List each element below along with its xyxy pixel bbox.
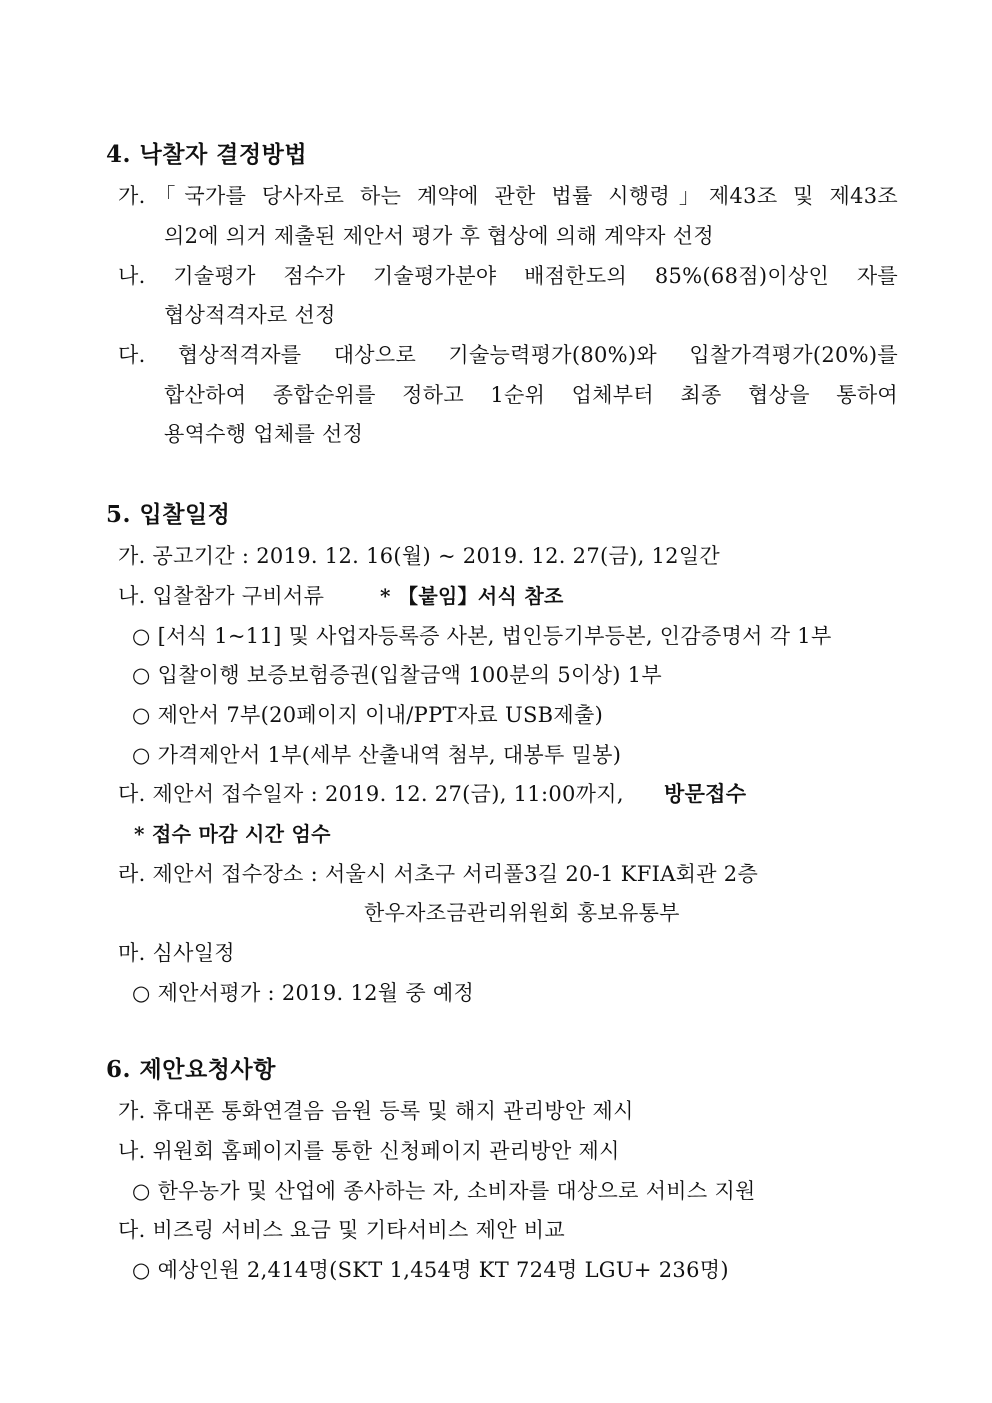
bullet-item: ○ 제안서평가 : 2019. 12월 중 예정 [132,981,475,1005]
bullet-item: ○ 가격제안서 1부(세부 산출내역 첨부, 대봉투 밀봉) [132,743,622,767]
list-item: 가. 휴대폰 통화연결음 음원 등록 및 해지 관리방안 제시 [118,1099,634,1123]
list-item: 라. 제안서 접수장소 : 서울시 서초구 서리풀3길 20-1 KFIA회관 2층 [118,862,759,886]
list-item: 가.「국가를 당사자로 하는 계약에 관한 법률 시행령」제43조 및 제43조 [118,184,898,208]
bullet-item: ○ 제안서 7부(20페이지 이내/PPT자료 USB제출) [132,703,604,727]
list-item-continuation: 합산하여 종합순위를 정하고 1순위 업체부터 최종 협상을 통하여 [164,383,898,407]
list-item: 다. 제안서 접수일자 : 2019. 12. 27(금), 11:00까지, [118,782,624,806]
bullet-item: ○ 예상인원 2,414명(SKT 1,454명 KT 724명 LGU+ 236명) [132,1258,729,1282]
visit-submission-label: 방문접수 [664,781,747,806]
section-heading: 6. 제안요청사항 [106,1056,276,1083]
list-item: 나. 위원회 홈페이지를 통한 신청페이지 관리방안 제시 [118,1139,620,1163]
bullet-item: ○ [서식 1~11] 및 사업자등록증 사본, 법인등기부등본, 인감증명서 각 1부 [132,624,832,648]
list-item: 다. 비즈링 서비스 요금 및 기타서비스 제안 비교 [118,1218,565,1242]
list-item-continuation: 한우자조금관리위원회 홍보유통부 [364,901,680,925]
bullet-item: ○ 입찰이행 보증보험증권(입찰금액 100분의 5이상) 1부 [132,663,662,687]
section-heading: 4. 낙찰자 결정방법 [106,141,308,168]
deadline-note: * 접수 마감 시간 엄수 [134,822,331,846]
list-item: 가. 공고기간 : 2019. 12. 16(월) ~ 2019. 12. 27(금), 12일간 [118,544,721,568]
list-item: 마. 심사일정 [118,941,235,965]
bullet-item: ○ 한우농가 및 산업에 종사하는 자, 소비자를 대상으로 서비스 지원 [132,1179,756,1203]
list-item-continuation: 의2에 의거 제출된 제안서 평가 후 협상에 의해 계약자 선정 [164,224,714,248]
list-item-continuation: 협상적격자로 선정 [164,303,336,327]
list-item: 다. 협상적격자를 대상으로 기술능력평가(80%)와 입찰가격평가(20%)를 [118,343,898,367]
attachment-note: * 【붙임】서식 참조 [380,584,564,608]
list-item-continuation: 용역수행 업체를 선정 [164,422,364,446]
section-heading: 5. 입찰일정 [106,501,231,528]
list-item: 나. 기술평가 점수가 기술평가분야 배점한도의 85%(68점)이상인 자를 [118,264,898,288]
list-item: 나. 입찰참가 구비서류 [118,584,325,608]
